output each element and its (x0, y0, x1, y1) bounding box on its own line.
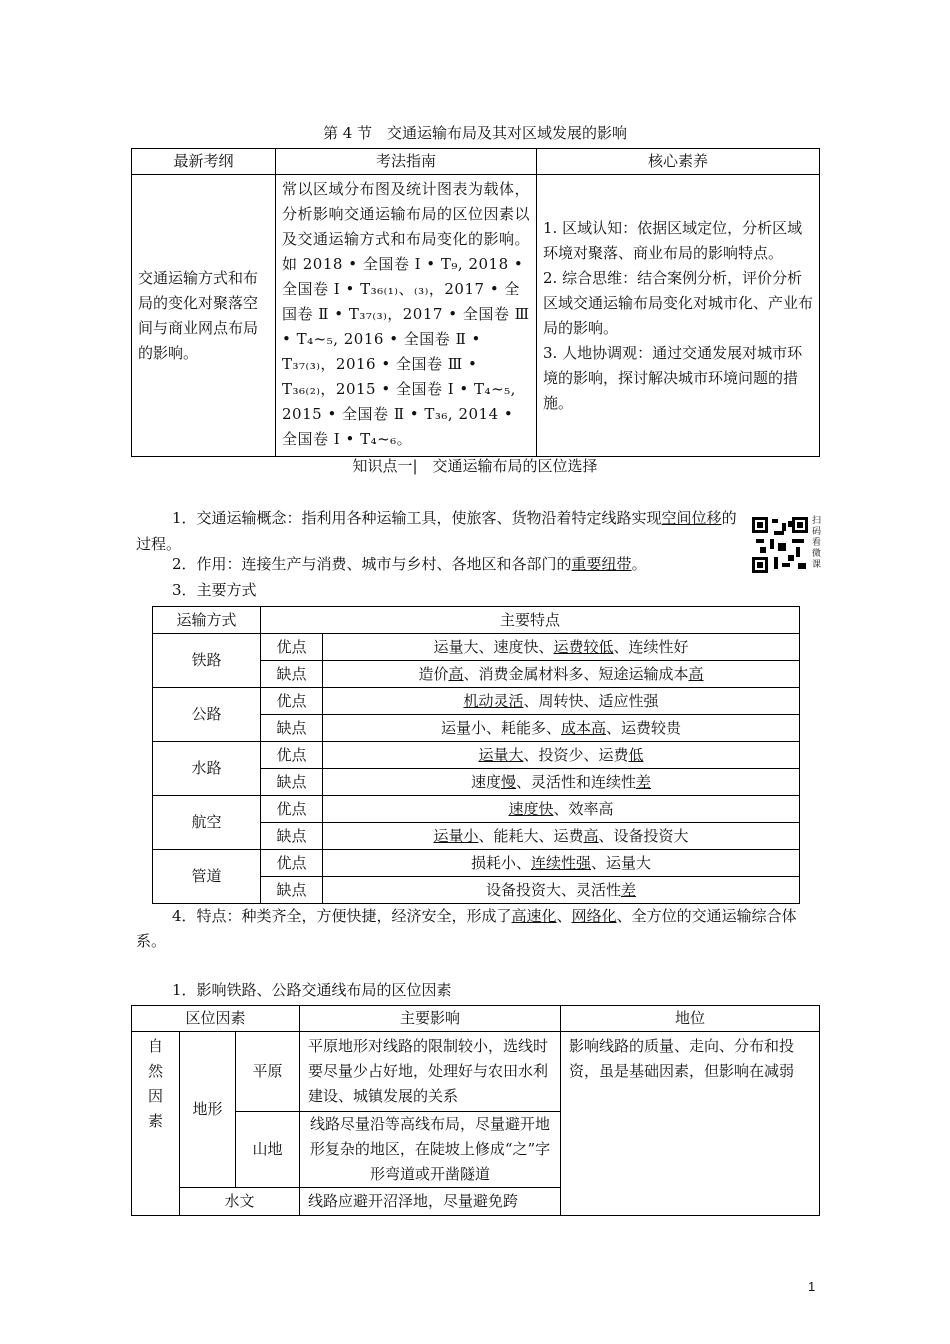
status-cell: 影响线路的质量、走向、分布和投资，虽是基础因素，但影响在减弱 (561, 1032, 820, 1216)
knowledge-point-title: 知识点一| 交通运输布局的区位选择 (352, 457, 598, 475)
syllabus-cell: 交通运输方式和布局的变化对聚落空间与商业网点布局的影响。 (132, 175, 276, 457)
natural-factors-label: 自然因素 (147, 1037, 163, 1130)
function-text: 2．作用：连接生产与消费、城市与乡村、各地区和各部门的 (172, 555, 572, 573)
feature-text: 、灵活性和连续性 (516, 772, 637, 791)
plain-effect-cell: 平原地形对线路的限制较小，选线时要尽量少占好地，处理好与农田水利建设、城镇发展的关系 (300, 1032, 561, 1112)
transport-modes-table (152, 606, 800, 904)
feature-text: 差 (636, 772, 652, 791)
paragraph-concept (136, 505, 742, 557)
feature-text: 、连续性好 (613, 637, 689, 656)
mode-name-cell: 管道 (153, 850, 261, 904)
con-feature-cell (323, 715, 800, 742)
pro-feature-cell (323, 634, 800, 661)
function-text-end: 。 (631, 555, 647, 573)
con-feature-cell (323, 769, 800, 796)
pro-label-cell: 优点 (261, 688, 323, 715)
con-feature-cell (323, 661, 800, 688)
mountain-cell: 山地 (236, 1112, 300, 1188)
concept-underline: 空间位移 (661, 509, 722, 527)
concept-text: 1．交通运输概念：指利用各种运输工具，使旅客、货物沿着特定线路实现 (172, 509, 662, 527)
guide-cell: 常以区域分布图及统计图表为载体，分析影响交通运输布局的区位因素以及交通运输方式和布局变化的影响。如 2018 • 全国卷 Ⅰ • T₉, 2018 • 全国卷 Ⅰ • T₃₆₍₁₎、₍₃₎，2017 • 全国卷 Ⅱ • T₃₇₍₃₎，2017 • 全国卷 Ⅲ • T₄~₅, 2016 • 全国卷 Ⅱ • T₃₇₍₃₎，2016 • 全国卷 Ⅲ • T₃₆₍₂₎，2015 • 全国卷 Ⅰ • T₄~₅, 2015 • 全国卷 Ⅱ • T₃₆, 2014 • 全国卷 Ⅰ • T₄~₆。 (276, 175, 537, 457)
pro-feature-cell (323, 688, 800, 715)
page-title: 第 4 节 交通运输布局及其对区域发展的影响 (322, 124, 628, 142)
feature-text: 速度 (470, 772, 501, 791)
paragraph-function (136, 553, 756, 575)
feature-text: 低 (628, 745, 644, 764)
feature-text: 运量小、耗能多、 (440, 718, 561, 737)
col-header-literacy: 核心素养 (537, 149, 820, 175)
feature-text: 、运费较贵 (606, 718, 682, 737)
feature-text: 、效率高 (553, 799, 614, 818)
paragraph-characteristics (136, 904, 820, 954)
col-header-status: 地位 (561, 1006, 820, 1032)
con-label-cell: 缺点 (261, 715, 323, 742)
paragraph-factors-heading: 1．影响铁路、公路交通线布局的区位因素 (172, 981, 452, 999)
mode-name-cell: 航空 (153, 796, 261, 850)
feature-text: 、投资少、运费 (523, 745, 629, 764)
feature-text: 高 (448, 664, 464, 683)
feature-text: 、周转快、适应性强 (523, 691, 659, 710)
pro-feature-cell (323, 850, 800, 877)
qr-code-icon[interactable] (752, 517, 808, 573)
pro-feature-cell (323, 742, 800, 769)
mode-name-cell: 水路 (153, 742, 261, 796)
pro-label-cell: 优点 (261, 742, 323, 769)
feature-text: 运量大、速度快、 (433, 637, 554, 656)
feature-text: 机动灵活 (463, 691, 524, 710)
con-label-cell: 缺点 (261, 823, 323, 850)
hydro-cell: 水文 (180, 1188, 300, 1216)
feature-text: 运费较低 (553, 637, 614, 656)
feature-text: 高 (583, 826, 599, 845)
concept-text-end: 的过程。 (136, 509, 737, 553)
qr-label: 扫码看微课 (812, 516, 822, 570)
mountain-effect-cell: 线路尽量沿等高线布局，尽量避开地形复杂的地区，在陡坡上修成“之”字形弯道或开凿隧道 (300, 1112, 561, 1188)
plain-cell: 平原 (236, 1032, 300, 1112)
feature-text: 损耗小、 (470, 853, 531, 872)
con-feature-cell (323, 877, 800, 904)
feature-text: 造价 (418, 664, 449, 683)
function-underline: 重要纽带 (571, 555, 632, 573)
pro-label-cell: 优点 (261, 634, 323, 661)
characteristics-text-end: 、全方位的交通运输综合体系。 (136, 907, 797, 950)
hydro-effect-cell: 线路应避开沼泽地，尽量避免跨 (300, 1188, 561, 1216)
literacy-item: 3. 人地协调观：通过交通发展对城市环境的影响，探讨解决城市环境问题的措施。 (543, 343, 803, 412)
paragraph-modes-heading: 3．主要方式 (172, 581, 257, 599)
feature-text: 差 (621, 880, 637, 899)
col-header-syllabus: 最新考纲 (132, 149, 276, 175)
characteristics-sep: 、 (556, 907, 572, 925)
pro-label-cell: 优点 (261, 796, 323, 823)
con-label-cell: 缺点 (261, 661, 323, 688)
pro-label-cell: 优点 (261, 850, 323, 877)
feature-text: 速度快 (508, 799, 554, 818)
literacy-item: 1. 区域认知：依据区域定位，分析区域环境对聚落、商业布局的影响特点。 (543, 218, 803, 262)
feature-text: 成本高 (561, 718, 607, 737)
pro-feature-cell (323, 796, 800, 823)
feature-text: 、设备投资大 (598, 826, 689, 845)
col-header-factor: 区位因素 (132, 1006, 300, 1032)
feature-text: 、消费金属材料多、短途运输成本 (463, 664, 689, 683)
feature-text: 、运量大 (591, 853, 652, 872)
mode-name-cell: 铁路 (153, 634, 261, 688)
col-header-features: 主要特点 (261, 607, 800, 634)
feature-text: 运量小 (433, 826, 479, 845)
characteristics-text: 4．特点：种类齐全，方便快捷，经济安全，形成了 (172, 907, 512, 925)
terrain-cell: 地形 (180, 1032, 236, 1188)
location-factors-table (131, 1005, 820, 1216)
feature-text: 设备投资大、灵活性 (485, 880, 621, 899)
feature-text: 高 (688, 664, 704, 683)
literacy-item: 2. 综合思维：结合案例分析，评价分析区域交通运输布局变化对城市化、产业布局的影响。 (543, 268, 814, 337)
feature-text: 、能耗大、运费 (478, 826, 584, 845)
characteristics-underline-1: 高速化 (511, 907, 557, 925)
natural-factors-cell (132, 1032, 180, 1216)
page-number: 1 (808, 1279, 816, 1294)
col-header-guide: 考法指南 (276, 149, 537, 175)
feature-text: 连续性强 (531, 853, 592, 872)
feature-text: 运量大 (478, 745, 524, 764)
con-label-cell: 缺点 (261, 769, 323, 796)
syllabus-table (131, 148, 820, 457)
col-header-effect: 主要影响 (300, 1006, 561, 1032)
con-label-cell: 缺点 (261, 877, 323, 904)
feature-text: 慢 (500, 772, 516, 791)
col-header-mode: 运输方式 (153, 607, 261, 634)
con-feature-cell (323, 823, 800, 850)
literacy-cell (537, 175, 820, 457)
mode-name-cell: 公路 (153, 688, 261, 742)
characteristics-underline-2: 网络化 (571, 907, 617, 925)
